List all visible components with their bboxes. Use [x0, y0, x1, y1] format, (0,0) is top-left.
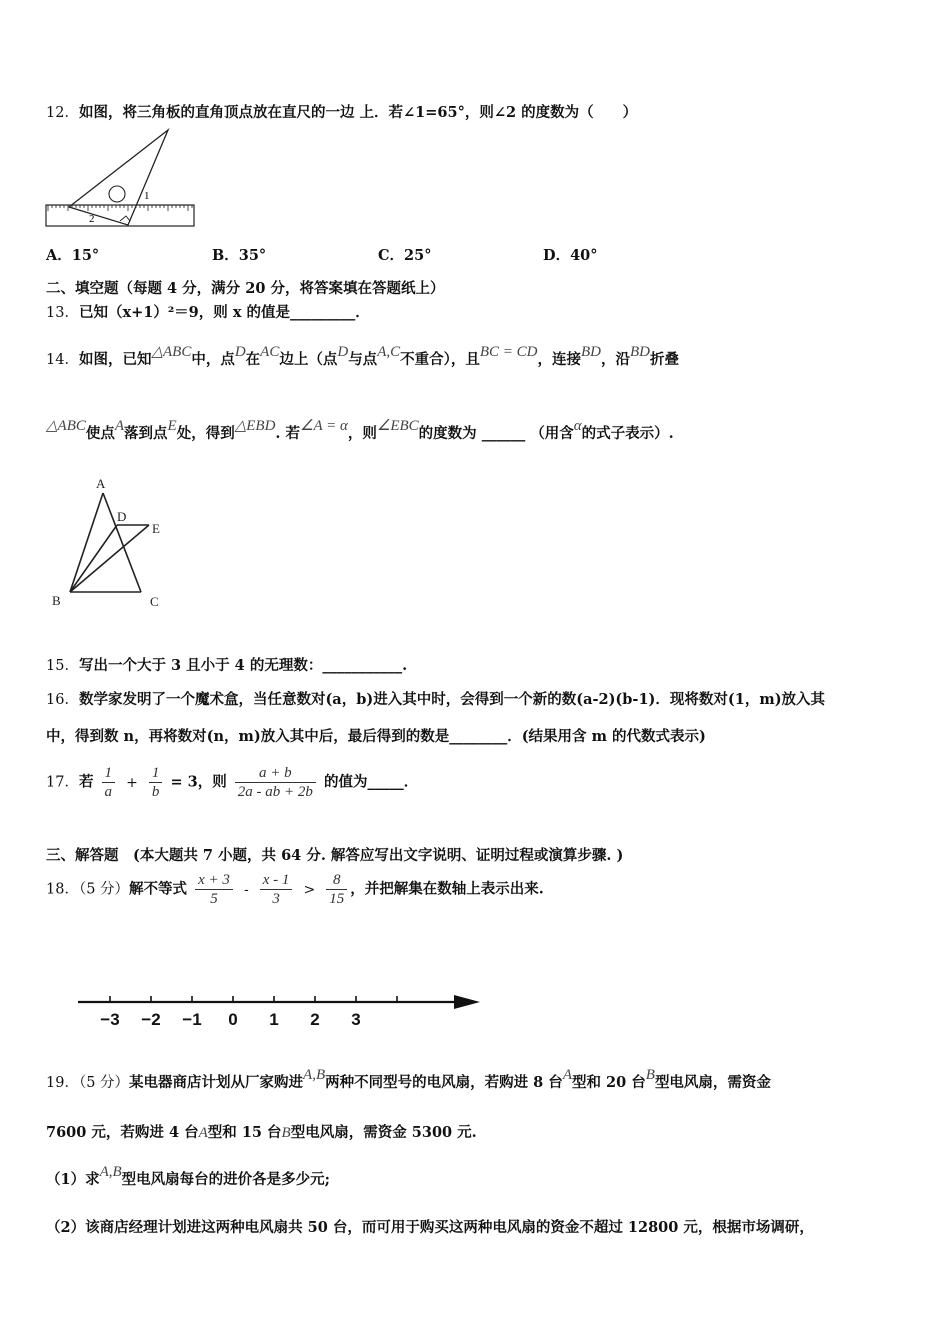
- q14-text: 的度数为: [418, 425, 477, 442]
- q14-math: BC = CD: [479, 344, 538, 360]
- q14-text: 中，点: [191, 351, 235, 368]
- segment-ac: [103, 493, 141, 592]
- q19-number: 19．: [46, 1075, 79, 1091]
- q18: [46, 871, 544, 908]
- q14-text: 落到点: [124, 425, 168, 442]
- number-line-arrow: [454, 995, 480, 1009]
- q19-math: A,B: [303, 1067, 326, 1083]
- denominator: a: [104, 784, 113, 800]
- q14-math: ∠A = α: [300, 418, 348, 434]
- q19-text: 7600 元，若购进 4 台: [46, 1124, 199, 1141]
- q13-number: 13．: [46, 305, 79, 321]
- q17-fraction-3: [235, 764, 316, 801]
- denominator: b: [151, 784, 160, 800]
- point-d-label: D: [117, 509, 127, 524]
- number-line-label: 1: [269, 1010, 279, 1029]
- q19-part-1: [46, 1164, 331, 1190]
- q12-option-a[interactable]: A．15°: [46, 247, 100, 264]
- q12-option-d[interactable]: D．40°: [543, 247, 598, 264]
- denominator: 3: [272, 891, 280, 907]
- q19-text: 型和 20 台: [571, 1074, 646, 1091]
- q19-math: A: [198, 1125, 208, 1141]
- q19-text: （1）求: [46, 1171, 100, 1188]
- section-2-title: 二、填空题（每题 4 分，满分 20 分，将答案填在答题纸上）: [46, 280, 445, 297]
- q13: [46, 303, 370, 323]
- q12-stem: [46, 103, 637, 123]
- right-angle-mark: [120, 216, 130, 221]
- q14-math: A: [114, 418, 125, 434]
- numerator: a + b: [235, 764, 316, 783]
- q14-math: E: [167, 418, 177, 434]
- q19-math: A,B: [99, 1164, 122, 1180]
- q15: [46, 656, 407, 676]
- q16-line-1: [46, 690, 825, 710]
- q14-math: △ABC: [151, 344, 192, 360]
- q19-math: B: [281, 1125, 291, 1141]
- q14-math: BD: [630, 344, 650, 360]
- q14-text: 在: [245, 351, 261, 368]
- q17-fraction-1: [102, 764, 116, 801]
- point-e-label: E: [152, 521, 160, 536]
- q14-text: ，则: [347, 425, 377, 442]
- q17-equals: = 3，则: [170, 773, 227, 791]
- q12-option-c[interactable]: C．25°: [378, 247, 432, 264]
- q17-suffix: 的值为_____．: [323, 773, 419, 791]
- q14-text: （用含: [530, 425, 574, 442]
- q19-text: 型电风扇每台的进价各是多少元;: [121, 1171, 331, 1188]
- q15-text: 写出一个大于 3 且小于 4 的无理数：___________.: [78, 657, 408, 674]
- q14-math: AC: [260, 344, 280, 360]
- q14-math: D: [234, 344, 246, 360]
- q14-text: 与点: [348, 351, 378, 368]
- q14-math: A,C: [377, 344, 401, 360]
- q19-text: 型电风扇，需资金 5300 元.: [290, 1124, 477, 1141]
- number-line: [70, 985, 490, 1035]
- q15-number: 15．: [46, 658, 79, 674]
- q19-text: 两种不同型号的电风扇，若购进 8 台: [325, 1074, 563, 1091]
- section-3-title: 三、解答题 (本大题共 7 小题，共 64 分. 解答应写出文字说明、证明过程或演算步骤. ): [46, 847, 624, 864]
- number-line-label: −3: [100, 1010, 120, 1029]
- q12-number: 12．: [46, 105, 79, 121]
- q14-text: 使点: [85, 425, 115, 442]
- q12-figure: [44, 128, 199, 230]
- point-b-label: B: [52, 593, 61, 608]
- q18-suffix: ，并把解集在数轴上表示出来.: [350, 880, 544, 898]
- q18-number: 18．: [46, 881, 79, 898]
- set-square-hole: [109, 186, 125, 202]
- q14-answer-blank[interactable]: ______: [481, 425, 526, 442]
- point-c-label: C: [150, 594, 159, 609]
- q14-number: 14．: [46, 352, 79, 368]
- q19-text: 型电风扇，需资金: [654, 1074, 771, 1091]
- angle-2-label: 2: [89, 213, 95, 225]
- q14-text: ，连接: [537, 351, 581, 368]
- number-line-label: 3: [351, 1010, 361, 1029]
- q13-text: 已知（x+1）²＝9，则 x 的值是_________．: [78, 304, 370, 321]
- q19-line-2: [46, 1123, 477, 1143]
- plus-sign: +: [126, 774, 138, 791]
- q18-fraction-2: [260, 871, 293, 908]
- q14-text: 折叠: [650, 351, 679, 368]
- q14-text: . 若: [275, 425, 301, 442]
- denominator: 15: [329, 891, 345, 907]
- q19-part-2: （2）该商店经理计划进这两种电风扇共 50 台，而可用于购买这两种电风扇的资金不超过 12800 元，根据市场调研，: [46, 1219, 814, 1236]
- q14-line-1: [46, 344, 679, 370]
- q14-text: 不重合），且: [400, 351, 480, 368]
- q19-text: 型和 15 台: [207, 1124, 282, 1141]
- q19-math: B: [645, 1067, 655, 1083]
- q16-number: 16．: [46, 692, 79, 708]
- number-line-label: −2: [141, 1010, 161, 1029]
- q19-score: （5 分）: [78, 1075, 130, 1091]
- numerator: 1: [149, 764, 163, 783]
- numerator: 8: [326, 871, 347, 890]
- greater-than-sign: >: [303, 881, 316, 898]
- q14-math: ∠EBC: [376, 418, 419, 434]
- q14-math: △EBD: [234, 418, 276, 434]
- q12-option-b[interactable]: B．35°: [212, 247, 267, 264]
- q14-text: 边上（点: [279, 351, 338, 368]
- q17-prefix: 若: [78, 773, 94, 791]
- denominator: 2a - ab + 2b: [237, 784, 313, 800]
- q14-math: BD: [581, 344, 601, 360]
- triangle-set-square: [69, 130, 168, 225]
- q14-figure: [46, 474, 176, 614]
- q18-fraction-3: [326, 871, 347, 908]
- q14-math: D: [337, 344, 349, 360]
- q14-text: 处，得到: [176, 425, 235, 442]
- numerator: x + 3: [195, 871, 233, 890]
- q14-math: △ABC: [46, 418, 86, 434]
- number-line-label: −1: [182, 1010, 202, 1029]
- q18-fraction-1: [195, 871, 233, 908]
- q14-math: α: [573, 418, 582, 434]
- number-line-label: 0: [228, 1010, 238, 1029]
- q19-line-1: [46, 1067, 771, 1093]
- q18-prefix: 解不等式: [129, 880, 188, 898]
- q16-line-2: 中，得到数 n，再将数对(n，m)放入其中后，最后得到的数是________．(结果用含 m 的代数式表示): [46, 728, 706, 745]
- q16-text: 数学家发明了一个魔术盒，当任意数对(a，b)进入其中时，会得到一个新的数(a-2)(b-1)．现将数对(1，m)放入其: [78, 691, 826, 708]
- q14-line-2: [46, 418, 674, 444]
- q17-number: 17．: [46, 774, 79, 791]
- q19-math: A: [562, 1067, 572, 1083]
- angle-1-label: 1: [144, 190, 150, 202]
- minus-sign: -: [243, 881, 249, 898]
- numerator: x - 1: [260, 871, 293, 890]
- q17: [46, 764, 418, 801]
- q14-text: 的式子表示）.: [581, 425, 674, 442]
- q18-score: （5 分）: [78, 881, 130, 898]
- number-line-label: 2: [310, 1010, 320, 1029]
- q14-text: ，沿: [601, 351, 630, 368]
- q17-fraction-2: [149, 764, 163, 801]
- q12-text: 如图，将三角板的直角顶点放在直尺的一边 上．若∠1=65°，则∠2 的度数为（ ）: [78, 104, 638, 121]
- point-a-label: A: [96, 476, 106, 491]
- denominator: 5: [210, 891, 218, 907]
- q19-text: 某电器商店计划从厂家购进: [129, 1074, 304, 1091]
- numerator: 1: [102, 764, 116, 783]
- q14-text: 如图，已知: [78, 351, 152, 368]
